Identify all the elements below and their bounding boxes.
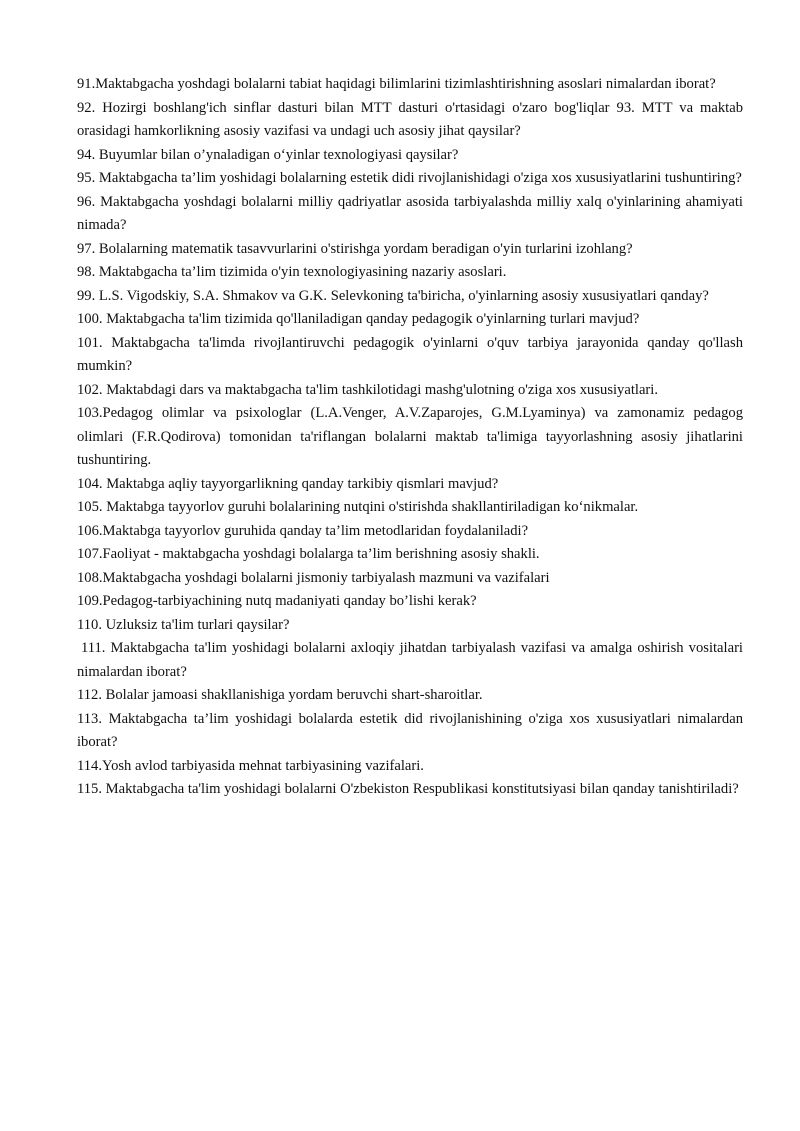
question-106: 106.Maktabga tayyorlov guruhida qanday ta’lim metodlaridan foydalaniladi? [77,522,529,539]
question-111: 111. Maktabgacha ta'lim yoshidagi bolalarni axloqiy jihatdan tarbiyalash vazifasi va amalga oshirish vositalari nimalardan iborat? [77,640,743,680]
question-101: 101. Maktabgacha ta'limda rivojlantiruvchi pedagogik o'yinlarni o'quv tarbiya jarayonida qanday qo'llash mumkin? [77,334,743,374]
question-97: 97. Bolalarning matematik tasavvurlarini o'stirishga yordam beradigan o'yin turlarini izohlang? [77,240,633,257]
question-114: 114.Yosh avlod tarbiyasida mehnat tarbiyasining vazifalari. [77,757,424,774]
question-103: 103.Pedagog olimlar va psixologlar (L.A.Venger, A.V.Zaparojes, G.M.Lyaminya) va zamonamiz pedagog olimlari (F.R.Qodirova) tomonidan ta'riflangan bolalarni maktab ta'limiga tayyorlashning asosiy jihatlarini tushuntiring. [77,405,743,468]
question-91: 91.Maktabgacha yoshdagi bolalarni tabiat haqidagi bilimlarini tizimlashtirishning asoslari nimalardan iborat? [77,76,716,92]
question-100: 100. Maktabgacha ta'lim tizimida qo'llaniladigan qanday pedagogik o'yinlarning turlari mavjud? [77,311,640,327]
question-95: 95. Maktabgacha ta’lim yoshidagi bolalarning estetik didi rivojlanishidagi o'ziga xos xususiyatlarini tushuntiring? [77,170,742,186]
question-112: 112. Bolalar jamoasi shakllanishiga yordam beruvchi shart-sharoitlar. [77,687,483,703]
question-99: 99. L.S. Vigodskiy, S.A. Shmakov va G.K. Selevkoning ta'biricha, o'yinlarning asosiy xususiyatlari qanday? [77,287,709,304]
question-110: 110. Uzluksiz ta'lim turlari qaysilar? [77,616,290,633]
question-92-93: 92. Hozirgi boshlang'ich sinflar dasturi bilan MTT dasturi o'rtasidagi o'zaro bog'liqlar 93. MTT va maktab orasidagi hamkorlikning asosiy vazifasi va undagi uch asosiy jihat qaysilar? [77,99,743,139]
question-105: 105. Maktabga tayyorlov guruhi bolalarining nutqini o'stirishda shakllantiriladigan ko‘nikmalar. [77,499,639,515]
question-115: 115. Maktabgacha ta'lim yoshidagi bolalarni O'zbekiston Respublikasi konstitutsiyasi bilan qanday tanishtiriladi? [77,781,739,797]
question-109: 109.Pedagog-tarbiyachining nutq madaniyati qanday bo’lishi kerak? [77,593,477,609]
question-108: 108.Maktabgacha yoshdagi bolalarni jismoniy tarbiyalash mazmuni va vazifalari [77,569,550,586]
question-98: 98. Maktabgacha ta’lim tizimida o'yin texnologiyasining nazariy asoslari. [77,264,507,280]
question-list [77,73,743,802]
question-107: 107.Faoliyat - maktabgacha yoshdagi bolalarga ta’lim berishning asosiy shakli. [77,546,540,562]
question-102: 102. Maktabdagi dars va maktabgacha ta'lim tashkilotidagi mashg'ulotning o'ziga xos xususiyatlari. [77,381,658,398]
question-113: 113. Maktabgacha ta’lim yoshidagi bolalarda estetik did rivojlanishining o'ziga xos xususiyatlari nimalardan iborat? [77,710,743,750]
question-104: 104. Maktabga aqliy tayyorgarlikning qanday tarkibiy qismlari mavjud? [77,475,499,492]
question-94: 94. Buyumlar bilan o’ynaladigan o‘yinlar texnologiyasi qaysilar? [77,146,459,163]
question-96: 96. Maktabgacha yoshdagi bolalarni milliy qadriyatlar asosida tarbiyalashda milliy xalq o'yinlarining ahamiyati nimada? [77,193,743,233]
